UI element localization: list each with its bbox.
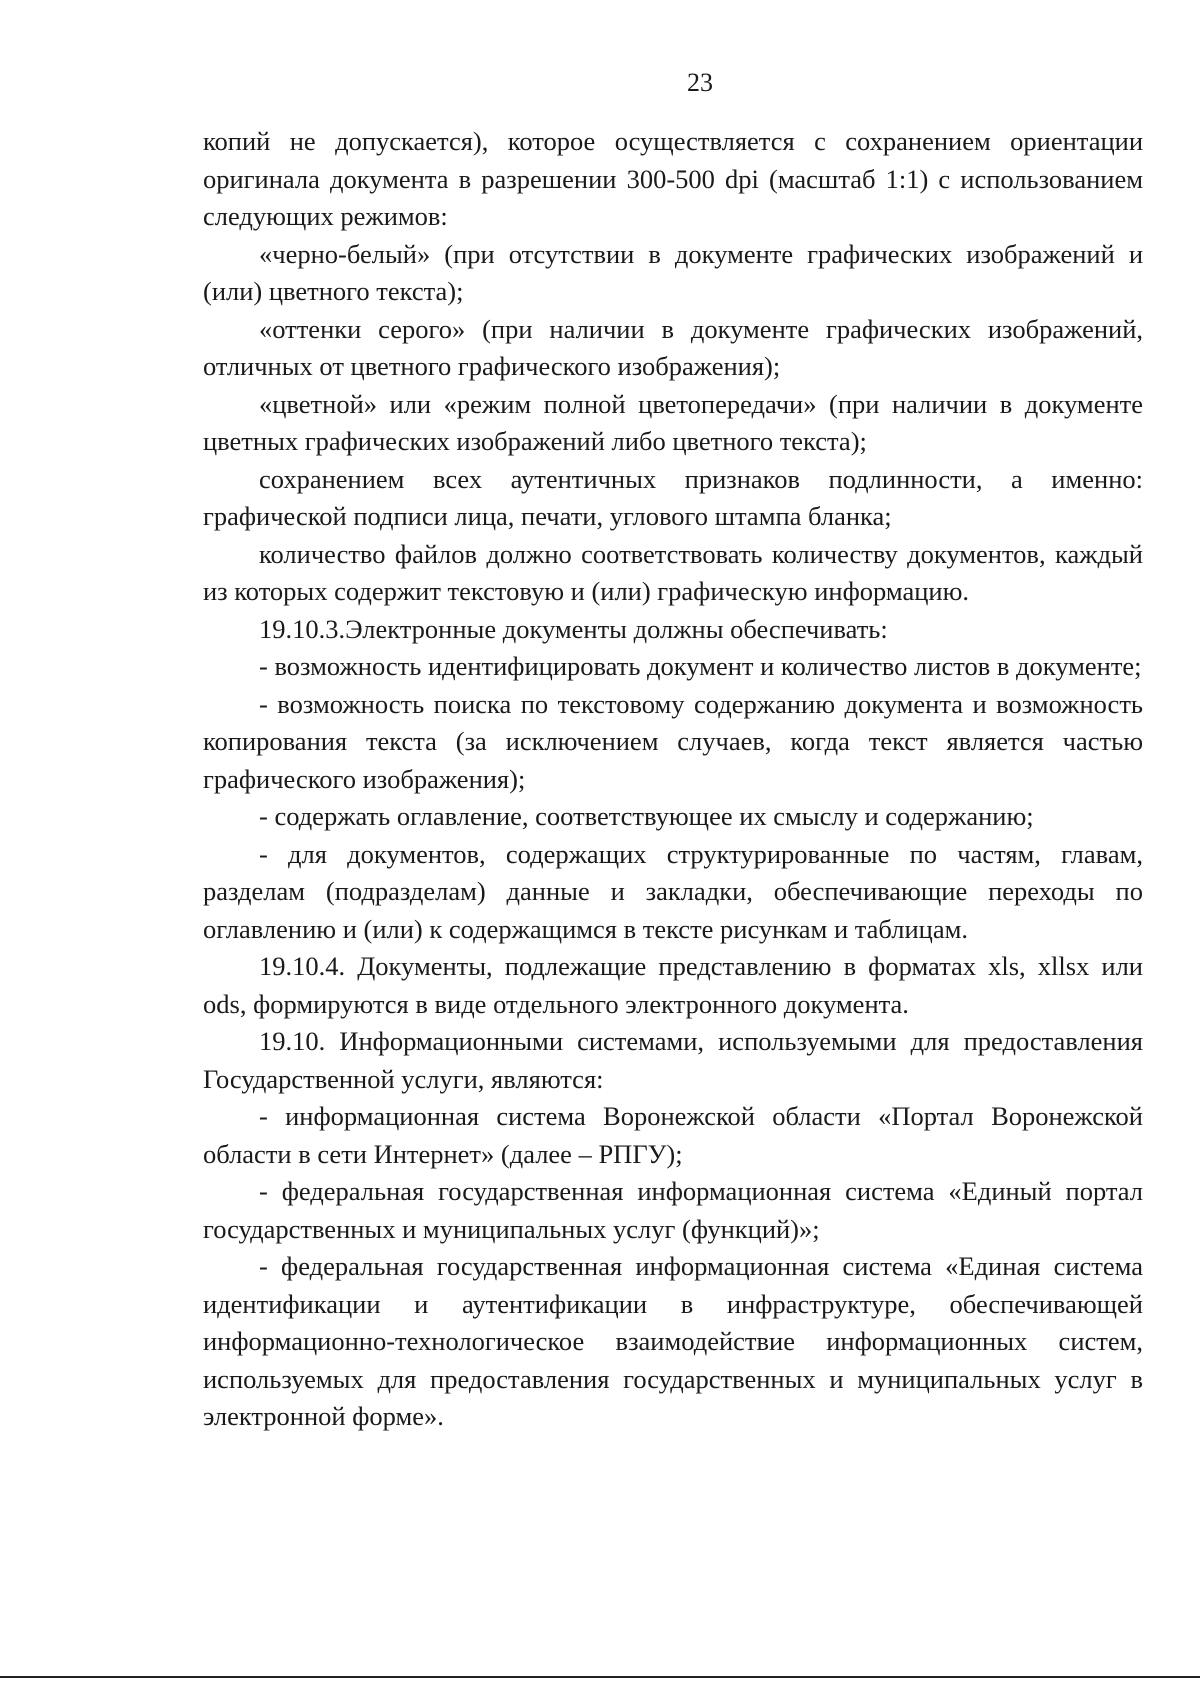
- list-item-rpgu: - информационная система Воронежской области «Портал Воронежской области в сети Интернет» (далее – РПГУ);: [203, 1101, 1143, 1169]
- page-number: 23: [687, 68, 713, 97]
- list-item-esia: - федеральная государственная информационная система «Единая система идентификации и аутентификации в инфраструктуре, обеспечивающей информационно-технологическое взаимодействие информационных систем, используемых для предоставления государственных и муниципальных услуг в электронной форме».: [203, 1251, 1143, 1431]
- list-item-toc: - содержать оглавление, соответствующее их смыслу и содержанию;: [259, 801, 1034, 831]
- list-item-epgu: - федеральная государственная информационная система «Единый портал государственных и муниципальных услуг (функций)»;: [203, 1176, 1143, 1244]
- document-body: [203, 123, 1143, 1436]
- paragraph-19-10-4: 19.10.4. Документы, подлежащие представлению в форматах xls, xllsx или ods, формируются в виде отдельного электронного документа.: [203, 951, 1143, 1019]
- paragraph-19-10: 19.10. Информационными системами, используемыми для предоставления Государственной услуги, являются:: [203, 1026, 1143, 1094]
- list-item-identify: - возможность идентифицировать документ и количество листов в документе;: [259, 651, 1142, 681]
- paragraph-continuation: копий не допускается), которое осуществляется с сохранением ориентации оригинала документа в разрешении 300-500 dpi (масштаб 1:1) с использованием следующих режимов:: [203, 126, 1143, 231]
- bottom-rule: [0, 1676, 1200, 1678]
- paragraph-file-count: количество файлов должно соответствовать количеству документов, каждый из которых содержит текстовую и (или) графическую информацию.: [203, 538, 1143, 606]
- paragraph-mode-grayscale: «оттенки серого» (при наличии в документе графических изображений, отличных от цветного графического изображения);: [203, 313, 1143, 381]
- list-item-bookmarks: - для документов, содержащих структурированные по частям, главам, разделам (подразделам) данные и закладки, обеспечивающие переходы по оглавлению и (или) к содержащимся в тексте рисункам и таблицам.: [203, 838, 1143, 944]
- list-item-search: - возможность поиска по текстовому содержанию документа и возможность копирования текста (за исключением случаев, когда текст является частью графического изображения);: [203, 688, 1143, 794]
- paragraph-mode-bw: «черно-белый» (при отсутствии в документе графических изображений и (или) цветного текста);: [203, 238, 1143, 306]
- paragraph-19-10-3: 19.10.3.Электронные документы должны обеспечивать:: [259, 613, 888, 644]
- paragraph-mode-color: «цветной» или «режим полной цветопередачи» (при наличии в документе цветных графических изображений либо цветного текста);: [203, 388, 1143, 456]
- paragraph-authenticity: сохранением всех аутентичных признаков подлинности, а именно: графической подписи лица, печати, углового штампа бланка;: [203, 463, 1143, 531]
